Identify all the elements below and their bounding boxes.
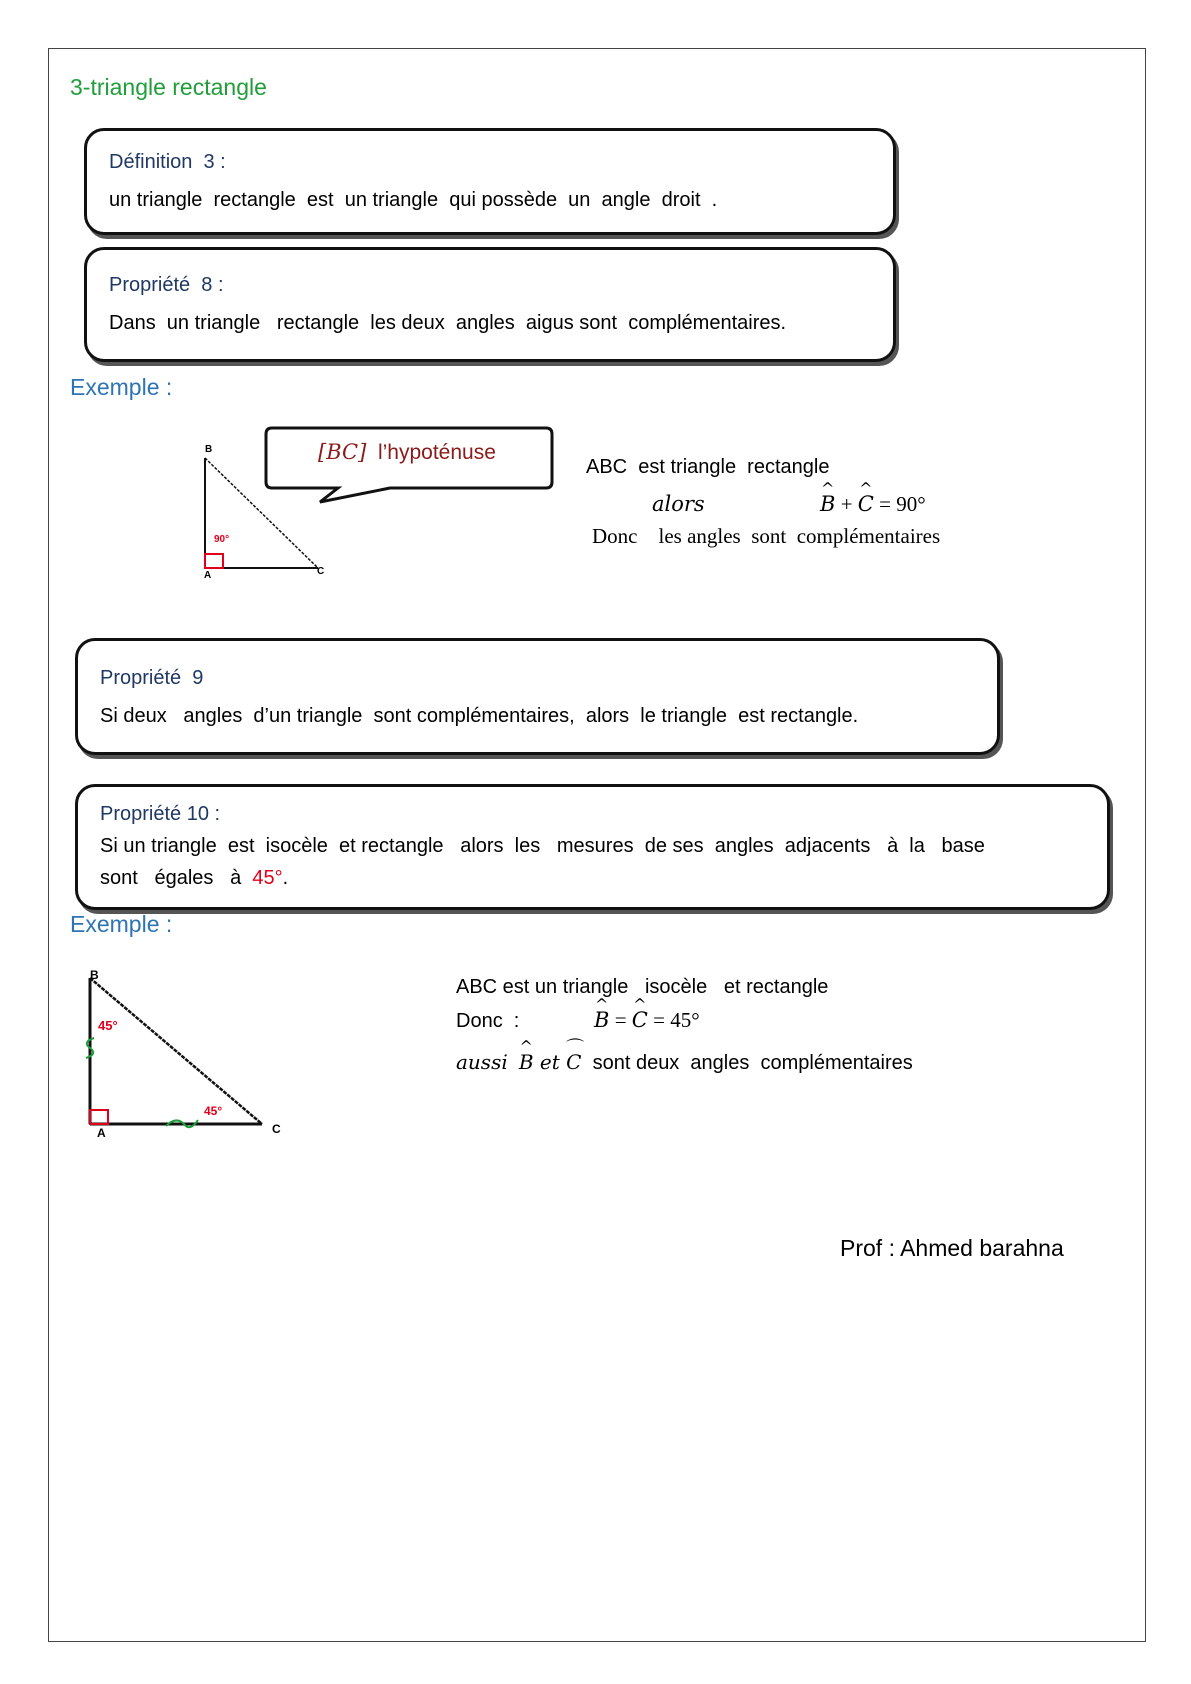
exemple-1-line3: Donc les angles sont complémentaires	[592, 524, 941, 548]
exemple-1-line1: ABC est triangle rectangle	[586, 456, 830, 478]
exemple-2-rest: sont deux angles complémentaires	[581, 1052, 913, 1074]
equals-90: = 90°	[873, 492, 926, 516]
c-hat-symbol-2: ^ C	[632, 1008, 648, 1032]
definition-3-text: un triangle rectangle est un triangle qui possède un angle droit .	[109, 189, 718, 211]
exemple-2-angle-c: 45°	[204, 1104, 223, 1118]
signature: Prof : Ahmed barahna	[840, 1235, 1064, 1261]
right-angle-mark	[205, 554, 223, 568]
side-bc-2	[90, 978, 262, 1124]
propriete-10-line1: Si un triangle est isocèle et rectangle alors les mesures de ses angles adjacents à la base	[100, 835, 985, 857]
propriete-9-box	[75, 638, 1000, 755]
propriete-9-title: Propriété 9	[100, 667, 204, 689]
exemple-2-label: Exemple :	[70, 911, 173, 937]
exemple-1-label: Exemple :	[70, 374, 173, 400]
exemple-2-vertex-b: B	[90, 968, 99, 982]
c-arc-symbol: ⌒ C	[566, 1050, 581, 1074]
c-hat-symbol: ^ C	[858, 492, 874, 516]
callout-label: l’hypoténuse	[377, 441, 496, 464]
b-hat-symbol: ^ B	[820, 492, 835, 516]
aussi-word: aussi	[456, 1050, 508, 1074]
exemple-1-equation	[820, 492, 926, 517]
exemple-2-angle-b: 45°	[98, 1018, 118, 1033]
exemple-2-equation	[594, 1008, 700, 1033]
plus-sign: +	[835, 492, 858, 516]
equals-sign: =	[609, 1008, 632, 1032]
exemple-2-figure	[80, 970, 280, 1140]
equals-45: = 45°	[647, 1008, 700, 1032]
propriete-8-box	[84, 247, 896, 362]
propriete-10-title: Propriété 10 :	[100, 803, 221, 825]
propriete-10-value: 45°	[252, 867, 283, 889]
exemple-1-vertex-c: C	[317, 566, 325, 577]
definition-3-box	[84, 128, 896, 235]
exemple-2-line3	[456, 1050, 913, 1075]
exemple-1-vertex-b: B	[205, 444, 213, 455]
propriete-9-text: Si deux angles d’un triangle sont complémentaires, alors le triangle est rectangle.	[100, 705, 859, 727]
b-hat-symbol-3: ^ B	[519, 1050, 534, 1074]
b-hat-symbol-2: ^ B	[594, 1008, 609, 1032]
propriete-10-line2-end: .	[282, 867, 289, 889]
right-angle-mark-2	[90, 1110, 108, 1124]
exemple-1-vertex-a: A	[204, 570, 212, 581]
section-title: 3-triangle rectangle	[70, 74, 267, 100]
callout-text	[318, 440, 496, 465]
et-word: et	[533, 1050, 567, 1074]
exemple-1-angle-label: 90°	[214, 534, 230, 545]
propriete-8-text: Dans un triangle rectangle les deux angles aigus sont complémentaires.	[109, 312, 787, 334]
propriete-8-title: Propriété 8 :	[109, 274, 224, 296]
exemple-2-donc: Donc :	[456, 1010, 520, 1032]
propriete-10-line2-start: sont égales à	[100, 867, 253, 889]
definition-3-title: Définition 3 :	[109, 151, 226, 173]
exemple-1-alors: alors	[652, 492, 705, 516]
propriete-10-box	[75, 784, 1110, 910]
callout-math: [BC]	[318, 440, 367, 464]
exemple-2-line1: ABC est un triangle isocèle et rectangle	[456, 976, 829, 998]
exemple-2-vertex-c: C	[272, 1122, 281, 1136]
exemple-2-vertex-a: A	[97, 1126, 106, 1140]
propriete-10-line2	[100, 867, 288, 890]
